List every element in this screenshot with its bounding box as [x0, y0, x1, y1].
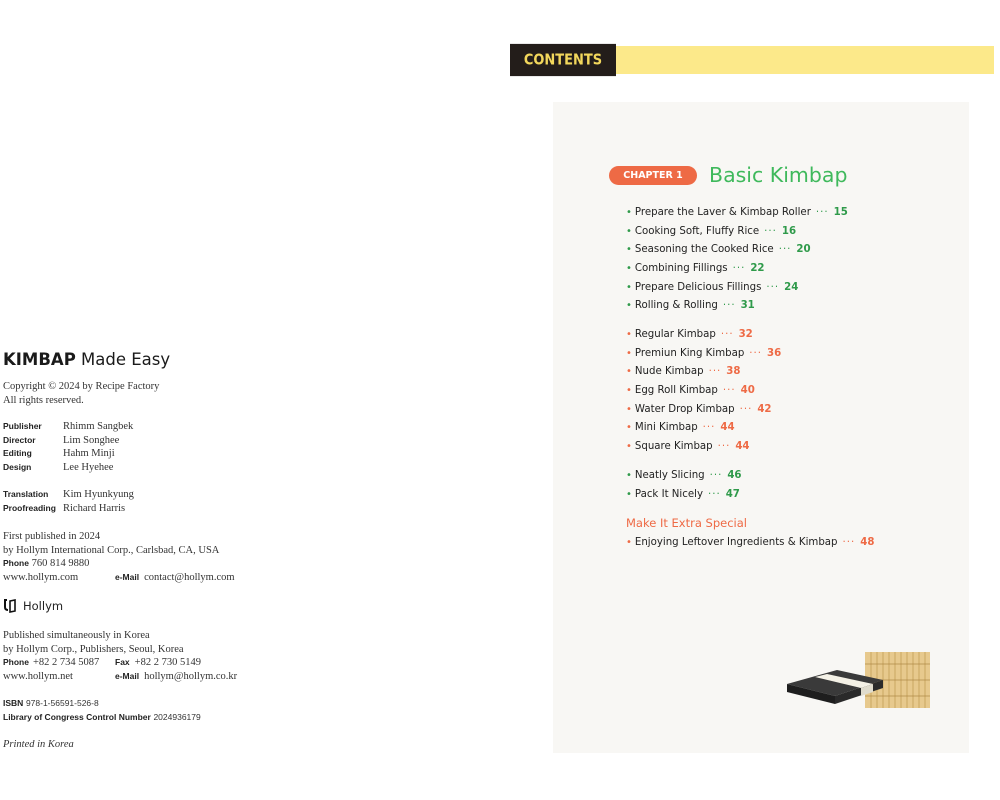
chapter-badge: CHAPTER 1: [609, 166, 697, 185]
publisher-logo: Hollym: [3, 598, 63, 614]
contents-header-bar: [510, 46, 994, 74]
first-publication: First published in 2024 by Hollym International Corp., Carlsbad, CA, USA Phone 760 814 9880 www.hollym.com e-Mail contact@hollym.com: [3, 531, 235, 583]
credit-row: Publisher Rhimm Sangbek: [3, 421, 134, 432]
special-section-heading: Make It Extra Special: [626, 516, 747, 530]
toc-item[interactable]: • Combining Fillings ··· 22: [626, 262, 765, 274]
chapter-title: Basic Kimbap: [709, 163, 848, 187]
credits-list-2: [3, 488, 134, 515]
korea-publication: Published simultaneously in Korea by Hollym Corp., Publishers, Seoul, Korea Phone +82 2 734 5087 Fax +82 2 730 5149 www.hollym.net e-Mail hollym@hollym.co.kr: [3, 630, 238, 682]
toc-item[interactable]: • Water Drop Kimbap ··· 42: [626, 403, 772, 415]
credits-list: [3, 420, 133, 474]
toc-item[interactable]: • Neatly Slicing ··· 46: [626, 469, 742, 481]
kimbap-mat-illustration: [785, 650, 935, 712]
toc-item[interactable]: • Pack It Nicely ··· 47: [626, 488, 740, 500]
contents-header: CONTENTS: [510, 44, 616, 76]
chapter-heading: [609, 163, 848, 187]
toc-item[interactable]: • Square Kimbap ··· 44: [626, 440, 750, 452]
toc-group-special: [626, 533, 874, 552]
website-link[interactable]: www.hollym.com: [3, 571, 79, 583]
email-link[interactable]: hollym@hollym.co.kr: [144, 670, 238, 682]
email-link[interactable]: contact@hollym.com: [144, 571, 235, 583]
toc-item[interactable]: • Mini Kimbap ··· 44: [626, 422, 735, 434]
toc-group-recipes: [626, 325, 781, 456]
hollym-logo-icon: [3, 598, 19, 614]
toc-item[interactable]: • Rolling & Rolling ··· 31: [626, 300, 755, 312]
toc-group-finishing: [626, 466, 742, 503]
toc-item[interactable]: • Enjoying Leftover Ingredients & Kimbap ··· 48: [626, 536, 875, 548]
toc-item[interactable]: • Cooking Soft, Fluffy Rice ··· 16: [626, 225, 797, 237]
credit-row: Design Lee Hyehee: [3, 461, 114, 473]
toc-item[interactable]: • Prepare Delicious Fillings ··· 24: [626, 281, 799, 293]
credit-row: Editing Hahm Minji: [3, 448, 115, 460]
toc-item[interactable]: • Egg Roll Kimbap ··· 40: [626, 384, 755, 396]
credit-row: Proofreading Richard Harris: [3, 502, 126, 514]
book-title: KIMBAP Made Easy: [3, 350, 171, 369]
toc-item[interactable]: • Regular Kimbap ··· 32: [626, 328, 753, 340]
isbn-block: ISBN 978-1-56591-526-8 Library of Congress Control Number 2024936179: [3, 698, 201, 722]
copyright-notice: Copyright © 2024 by Recipe Factory All rights reserved.: [3, 381, 160, 406]
toc-item[interactable]: • Premiun King Kimbap ··· 36: [626, 347, 782, 359]
toc-item[interactable]: • Nude Kimbap ··· 38: [626, 366, 741, 378]
toc-group-prep: [626, 203, 848, 315]
website-link[interactable]: www.hollym.net: [3, 670, 73, 682]
toc-item[interactable]: • Prepare the Laver & Kimbap Roller ··· 15: [626, 206, 848, 218]
credit-row: Director Lim Songhee: [3, 434, 120, 446]
toc-item[interactable]: • Seasoning the Cooked Rice ··· 20: [626, 244, 811, 256]
credit-row: Translation Kim Hyunkyung: [3, 489, 134, 500]
printed-in: Printed in Korea: [3, 739, 74, 750]
